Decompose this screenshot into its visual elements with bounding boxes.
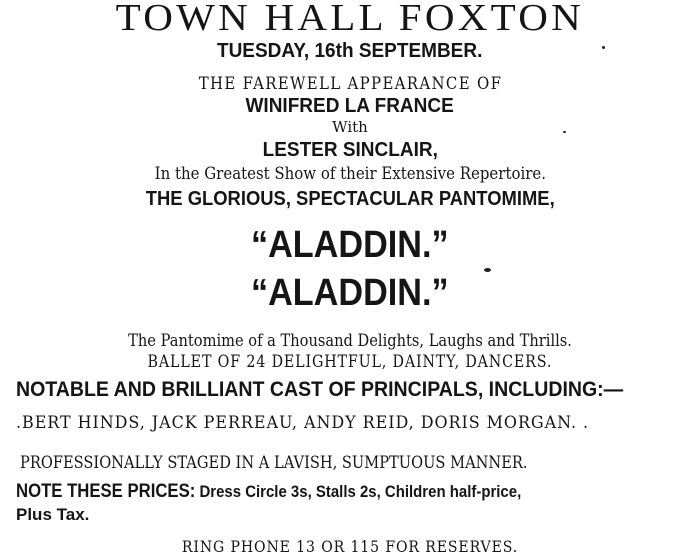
with-word: With [332, 118, 368, 136]
repertoire-line: In the Greatest Show of their Extensive Repertoire. [154, 164, 546, 184]
print-speck [484, 268, 491, 272]
show-title-1: “ALADDIN.” [251, 224, 449, 266]
ballet-line: BALLET OF 24 DELIGHTFUL, DAINTY, DANCERS. [147, 352, 553, 372]
venue-heading: TOWN HALL FOXTON [115, 0, 585, 39]
reserves-line: RING PHONE 13 OR 115 FOR RESERVES. [181, 537, 519, 556]
cast-heading: NOTABLE AND BRILLIANT CAST OF PRINCIPALS, INCLUDING:— [16, 378, 624, 401]
costar-name: LESTER SINCLAIR, [262, 139, 438, 161]
pantomime-line: THE GLORIOUS, SPECTACULAR PANTOMIME, [145, 188, 555, 210]
print-speck [602, 46, 605, 49]
print-speck [563, 131, 566, 133]
staging-line: PROFESSIONALLY STAGED IN A LAVISH, SUMPTUOUS MANNER. [20, 453, 528, 473]
prices-label: NOTE THESE PRICES: [16, 481, 196, 502]
farewell-line: THE FAREWELL APPEARANCE OF [198, 74, 502, 94]
star-name: WINIFRED LA FRANCE [245, 95, 455, 117]
show-title-2: “ALADDIN.” [251, 272, 449, 314]
event-date: TUESDAY, 16th SEPTEMBER. [217, 40, 483, 62]
cast-names: .BERT HINDS, JACK PERREAU, ANDY REID, DORIS MORGAN. . [16, 413, 590, 433]
prices-detail: Dress Circle 3s, Stalls 2s, Children half-price, [195, 482, 522, 501]
delights-line: The Pantomime of a Thousand Delights, Laughs and Thrills. [128, 331, 572, 351]
prices-tax: Plus Tax. [16, 505, 90, 524]
